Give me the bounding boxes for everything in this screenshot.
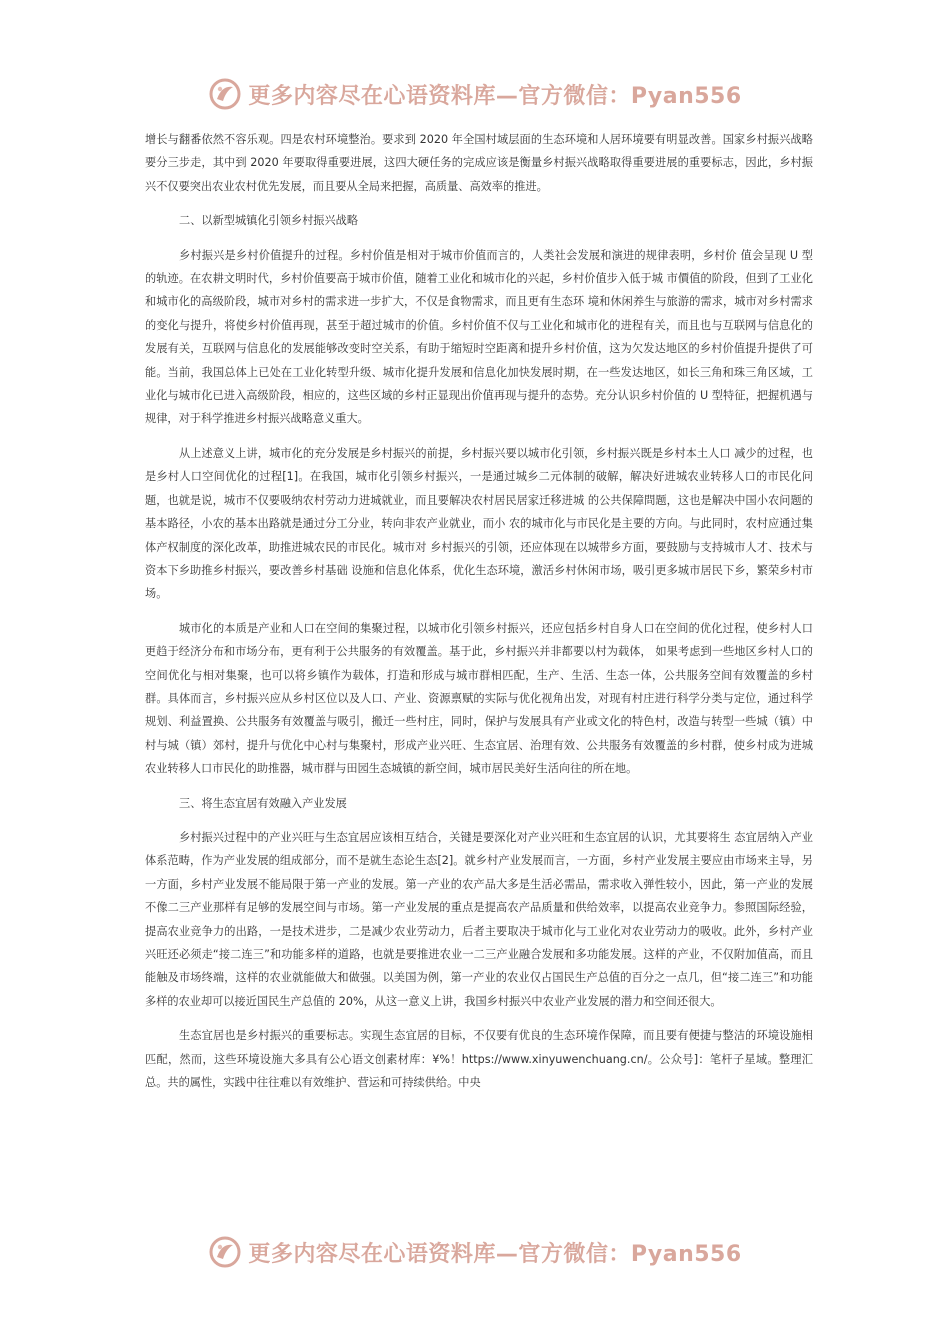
watermark-text: 更多内容尽在心语资料库—官方微信：Pyan556 [248, 83, 742, 109]
watermark-text: 更多内容尽在心语资料库—官方微信：Pyan556 [248, 1241, 742, 1267]
paragraph: 从上述意义上讲，城市化的充分发展是乡村振兴的前提，乡村振兴要以城市化引领，乡村振兴既是乡村本土人口 减少的过程，也是乡村人口空间优化的过程[1]。在我国，城市化引领乡村振兴，一是通过城乡二元体制的破解，解决好进城农业转移人口的市民化问题，也就是说，城市不仅要吸纳农村劳动力进城就业，而且要解决农村居民居家迁移进城 的公共保障問题，这也是解决中国小农问题的基本路径，小农的基本出路就是通过分工分业，转向非农产业就业，而小 农的城市化与市民化是主要的方向。与此同时，农村应通过集体产权制度的深化改革，助推进城农民的市民化。城市对 乡村振兴的引领，还应体现在以城带乡方面，要鼓励与支持城市人才、技术与资本下乡助推乡村振兴，要改善乡村基础 设施和信息化体系，优化生态环境，激活乡村休闲市场，吸引更多城市居民下乡，繁荣乡村市场。 [145, 446, 813, 601]
document-body [145, 128, 813, 1094]
paragraph: 生态宜居也是乡村振兴的重要标志。实现生态宜居的目标，不仅要有优良的生态环境作保障，而且要有便捷与整洁的环境设施相匹配，然而，这些环境设施大多具有公心语文创素材库：¥%！https://www.xinyuwenchuang.cn/。公众号]：笔杆子星域。整理汇总。共的属性，实践中往往难以有效维护、营运和可持续供给。中央 [145, 1029, 813, 1090]
paragraph: 乡村振兴是乡村价值提升的过程。乡村价值是相对于城市价值而言的，人类社会发展和演进的规律表明，乡村价 值会呈现 U 型的轨迹。在农耕文明时代，乡村价值要高于城市价值，随着工业化和城市化的兴起，乡村价值步入低于城 市價值的阶段，但到了工业化和城市化的高级阶段，城市对乡村的需求进一步扩大，不仅是食物需求，而且更有生态环 境和休闲养生与旅游的需求，城市对乡村需求的变化与提升，将使乡村价值再现，甚至于超过城市的价值。乡村价值不仅与工业化和城市化的进程有关，而且也与互联网与信息化的发展有关，互联网与信息化的发展能够改变时空关系，有助于缩短时空距离和提升乡村价值，这为欠发达地区的乡村价值提升提供了可能。当前，我国总体上已处在工业化转型升级、城市化提升发展和信息化加快发展时期，在一些发达地区，如长三角和珠三角区域，工业化与城市化已进入高级阶段，相应的，这些区域的乡村正显现出价值再现与提升的态势。充分认识乡村价值的 U 型特征，把握机遇与规律，对于科学推进乡村振兴战略意义重大。 [145, 248, 813, 426]
logo-icon [208, 77, 242, 111]
paragraph: 乡村振兴过程中的产业兴旺与生态宜居应该相互结合，关键是要深化对产业兴旺和生态宜居的认识，尤其要将生 态宜居纳入产业体系范畴，作为产业发展的组成部分，而不是就生态论生态[2]。就乡村产业发展而言，一方面，乡村产业发展主要应由市场来主导，另一方面，乡村产业发展不能局限于第一产业的发展。第一产业的农产品大多是生活必需品，需求收入弹性较小，因此，第一产业的发展不像二三产业那样有足够的发展空间与市场。第一产业发展的重点是提高农产品质量和供给效率，以提高农业竞争力。参照国际经验，提高农业竞争力的出路，一是技术进步，二是减少农业劳动力，后者主要取决于城市化与工业化对农业劳动力的吸收。此外，乡村产业兴旺还必须走“接二连三”和功能多样的道路，也就是要推进农业一二三产业融合发展和多功能发展。这样的产业，不仅附加值高，而且能触及市场终端，这样的农业就能做大和做强。以美国为例，第一产业的农业仅占国民生产总值的百分之一点几，但“接二连三”和功能多样的农业却可以接近国民生产总值的 20%，从这一意义上讲，我国乡村振兴中农业产业发展的潜力和空间还很大。 [145, 830, 813, 1008]
watermark-banner-bottom [0, 1232, 950, 1272]
section-heading-3: 三、将生态宜居有效融入产业发展 [179, 796, 347, 810]
watermark-banner-top [0, 74, 950, 114]
logo-icon [208, 1235, 242, 1269]
paragraph-continued: 增长与翻番依然不容乐观。四是农村环境整治。要求到 2020 年全国村域层面的生态环境和人居环境要有明显改善。国家乡村振兴战略要分三步走，其中到 2020 年要取得重要进展，这四大硬任务的完成应该是衡量乡村振兴战略取得重要进展的重要标志，因此，乡村振兴不仅要突出农业农村优先发展，而且要从全局来把握，高质量、高效率的推进。 [145, 133, 813, 193]
paragraph: 城市化的本质是产业和人口在空间的集聚过程，以城市化引领乡村振兴，还应包括乡村自身人口在空间的优化过程，使乡村人口更趋于经济分布和市场分布，更有利于公共服务的有效覆盖。基于此，乡村振兴并非都要以村为载体， 如果考虑到一些地区乡村人口的空间优化与相对集聚，也可以将乡镇作为载体，打造和形成与城市群相匹配，生产、生活、生态一体，公共服务空间有效覆盖的乡村群。具体而言，乡村振兴应从乡村区位以及人口、产业、资源禀赋的实际与优化视角出发，对现有村庄进行科学分类与定位，通过科学规划、利益置换、公共服务有效覆盖与吸引，搬迁一些村庄，同时，保护与发展具有产业或文化的特色村，改造与转型一些城（镇）中村与城（镇）郊村，提升与优化中心村与集聚村，形成产业兴旺、生态宜居、治理有效、公共服务有效覆盖的乡村群，使乡村成为进城农业转移人口市民化的助推器，城市群与田园生态城镇的新空间，城市居民美好生活向往的所在地。 [145, 621, 813, 776]
section-heading-2: 二、以新型城镇化引领乡村振兴战略 [179, 214, 359, 228]
